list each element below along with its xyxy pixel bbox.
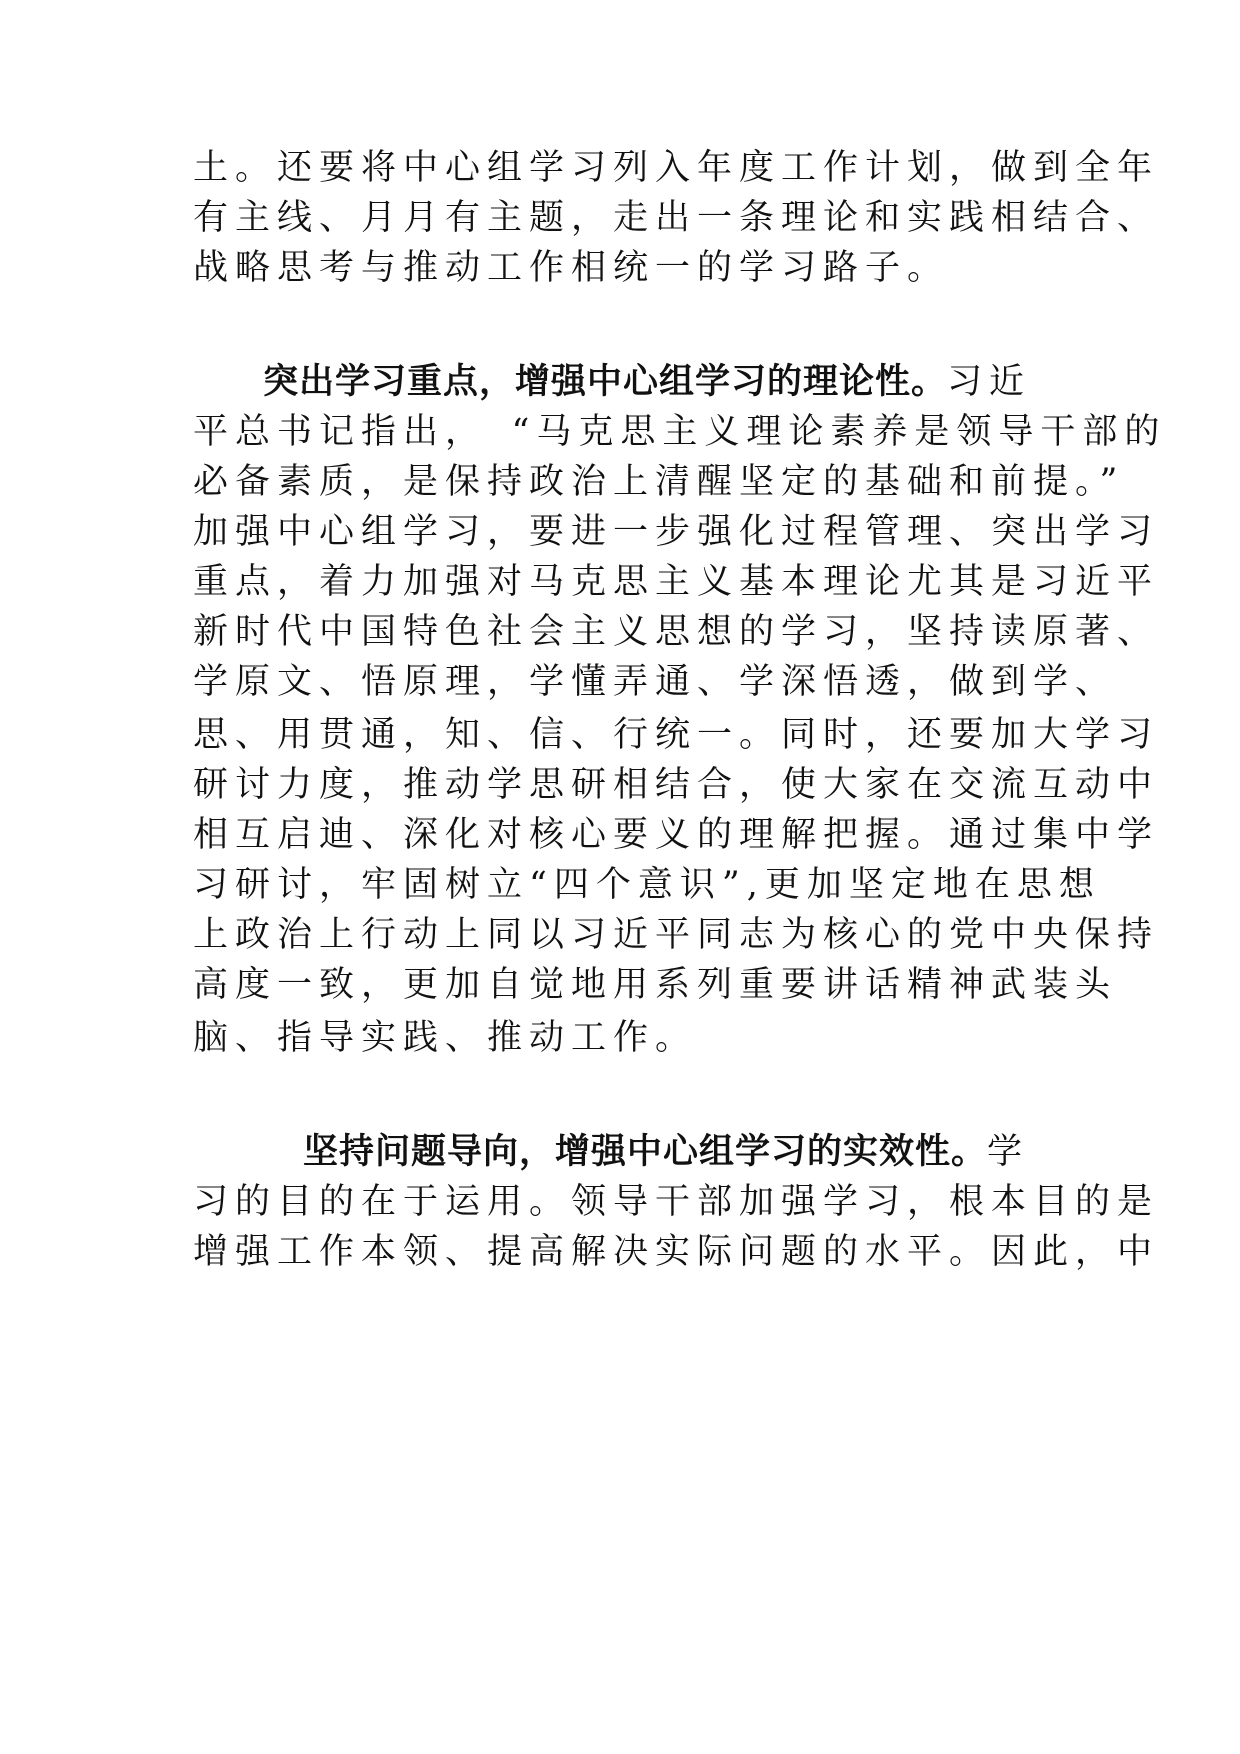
paragraph-2-line-2: 平总书记指出， “马克思主义理论素养是领导干部的 [193, 412, 1167, 452]
paragraph-3-line-3: 增强工作本领、提高解决实际问题的水平。因此，中 [193, 1232, 1160, 1272]
paragraph-2-first-line [263, 362, 1043, 406]
paragraph-3-heading: 坚持问题导向，增强中心组学习的实效性。 [303, 1132, 988, 1172]
paragraph-2-line-8: 思、用贯通，知、信、行统一。同时，还要加大学习 [193, 715, 1160, 755]
paragraph-2-line-7: 学原文、悟原理，学懂弄通、学深悟透，做到学、 [193, 662, 1118, 702]
paragraph-2-line-10: 相互启迪、深化对核心要义的理解把握。通过集中学 [193, 815, 1160, 855]
paragraph-2-line-9: 研讨力度，推动学思研相结合，使大家在交流互动中 [193, 765, 1160, 805]
paragraph-1-line-3: 战略思考与推动工作相统一的学习路子。 [193, 248, 950, 288]
paragraph-2-first-line-text: 习近 [947, 362, 1032, 402]
paragraph-2-heading: 突出学习重点，增强中心组学习的理论性。 [263, 362, 948, 402]
paragraph-3-first-line [303, 1132, 1043, 1176]
paragraph-1-line-1: 土。还要将中心组学习列入年度工作计划，做到全年 [193, 148, 1160, 188]
paragraph-3-first-line-text: 学 [987, 1132, 1030, 1172]
paragraph-2-line-12: 上政治上行动上同以习近平同志为核心的党中央保持 [193, 915, 1160, 955]
paragraph-2-line-13: 高度一致，更加自觉地用系列重要讲话精神武装头 [193, 965, 1118, 1005]
paragraph-2-line-14: 脑、指导实践、推动工作。 [193, 1018, 698, 1058]
paragraph-2-line-5: 重点，着力加强对马克思主义基本理论尤其是习近平 [193, 562, 1160, 602]
paragraph-2-line-6: 新时代中国特色社会主义思想的学习，坚持读原著、 [193, 612, 1160, 652]
paragraph-3-line-2: 习的目的在于运用。领导干部加强学习，根本目的是 [193, 1182, 1160, 1222]
paragraph-1-line-2: 有主线、月月有主题，走出一条理论和实践相结合、 [193, 198, 1160, 238]
paragraph-2-line-3: 必备素质，是保持政治上清醒坚定的基础和前提。” [193, 462, 1125, 502]
paragraph-2-line-4: 加强中心组学习，要进一步强化过程管理、突出学习 [193, 512, 1160, 552]
paragraph-2-line-11: 习研讨，牢固树立“四个意识”,更加坚定地在思想 [193, 865, 1101, 905]
